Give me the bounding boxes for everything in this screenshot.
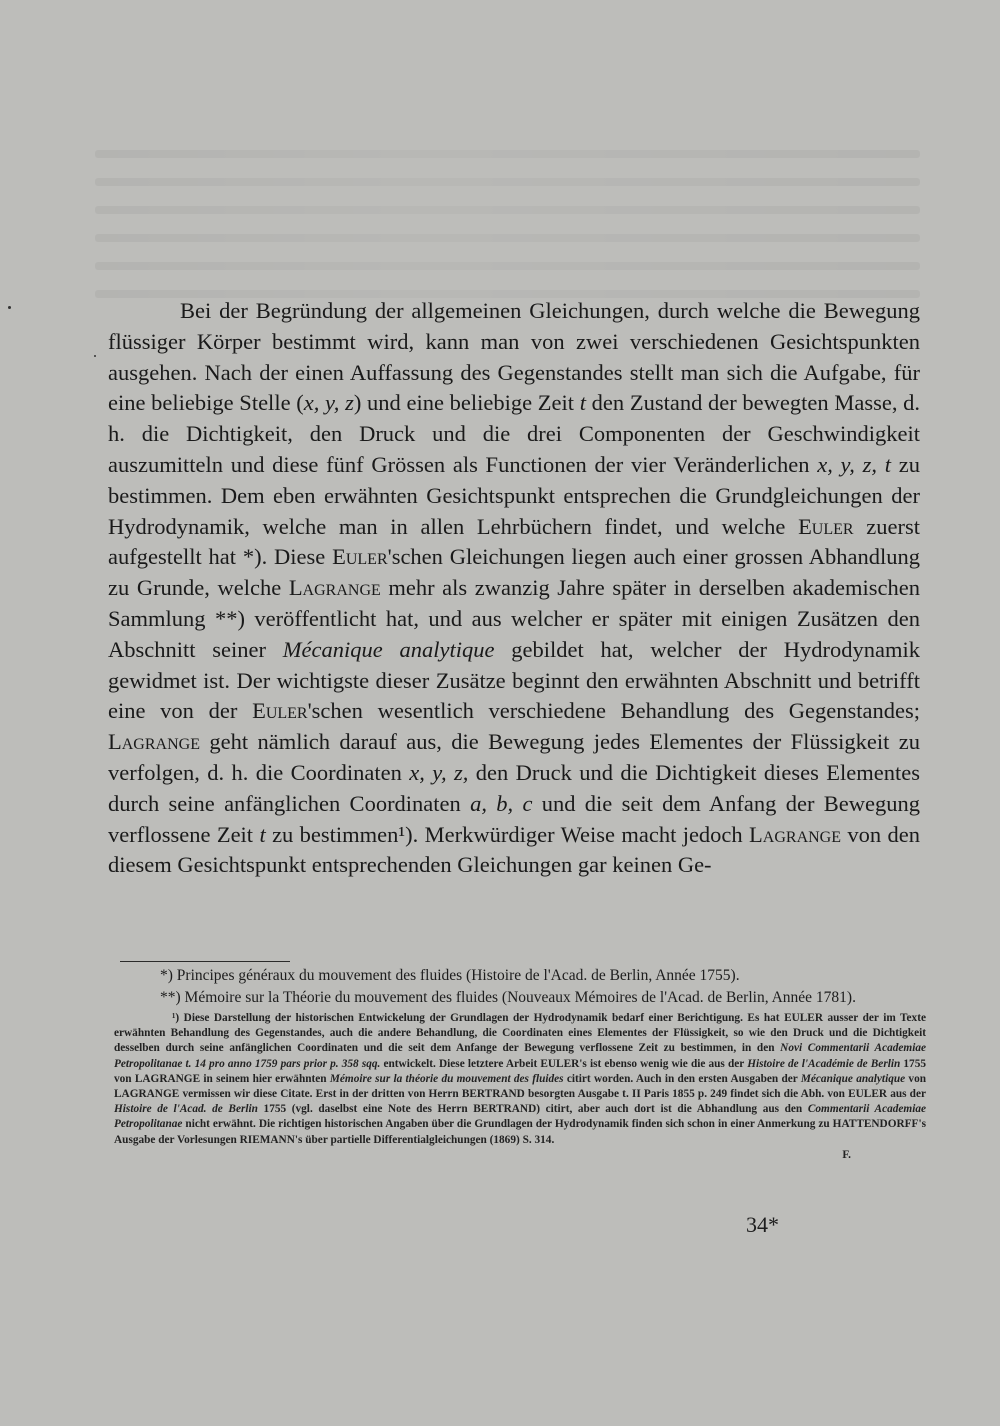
footnotes	[114, 965, 926, 1163]
citation-title: Mécanique analytique	[800, 1072, 906, 1085]
citation-title: Histoire de l'Académie de Berlin	[747, 1057, 901, 1070]
text-run: 'schen Gleichungen liegen auch einer grossen Abhandlung zu Grunde, welche	[108, 544, 920, 601]
text-run: den Zustand der bewegten Masse, d. h. die Dichtigkeit, den Druck und die drei Componenten der Geschwindigkeit auszumitteln und diese fünf Grössen als Functionen der vier Veränderlichen	[108, 390, 921, 477]
text-run: 1755 von LAGRANGE in seinem hier erwähnten	[114, 1057, 927, 1085]
author-name: Lagrange	[108, 729, 200, 755]
text-run: ¹) Diese Darstellung der historischen Entwickelung der Grundlagen der Hydrodynamik bedarf einer Berichtigung. Es hat EULER ausser der im Texte erwähnten Behandlung des Gegenstandes, auch die andere Behandlung, die Coordinaten eines Elementes der Flüssigkeit, so wie den Druck und die Dichtigkeit desselben durch seine anfänglichen Coordinaten und die seit dem Anfange der Bewegung verflossene Zeit zu bestimmen, in den	[114, 1012, 926, 1055]
math-variables: x, y, z, t	[817, 451, 892, 477]
print-speck	[8, 306, 11, 309]
text-run: zuerst aufgestellt hat *). Diese	[108, 513, 920, 570]
author-name: Lagrange	[749, 821, 842, 847]
text-run: 'schen wesentlich verschiedene Behandlung des Gegenstandes;	[307, 698, 920, 724]
footnote-3	[114, 1011, 926, 1163]
author-name: Euler	[332, 544, 388, 570]
math-variables: a, b, c	[470, 790, 533, 816]
body-paragraph	[108, 296, 920, 881]
text-run: den Druck und die Dichtigkeit dieses Elementes durch seine anfänglichen Coordinaten	[108, 759, 920, 816]
text-run: 1755 (vgl. daselbst eine Note des Herrn BERTRAND) citirt, aber auch dort ist die Abhandlung aus den	[257, 1103, 808, 1116]
text-run: geht nämlich darauf aus, die Bewegung jedes Elementes der Flüssigkeit zu verfolgen, d. h. die Coordinaten	[108, 729, 920, 785]
text-run: Bei der Begründung der allgemeinen Gleichungen, durch welche die Bewegung flüssiger Körper bestimmt wird, kann man von zwei verschiedenen Gesichtspunkten ausgehen. Nach der einen Auffassung des Gegenstandes stellt man sich die Aufgabe, für eine beliebige Stelle (	[108, 298, 920, 416]
citation-title: Commentarii Academiae Petropolitanae	[114, 1103, 927, 1131]
main-body-text	[108, 296, 920, 881]
math-variables: x, y, z	[303, 390, 354, 416]
citation-title: Mémoire sur la théorie du mouvement des fluides	[329, 1072, 564, 1085]
citation-title: Novi Commentarii Academiae Petropolitanae t. 14 pro anno 1759 pars prior p. 358 sqq.	[114, 1042, 926, 1070]
book-title: Mécanique analytique	[282, 636, 495, 662]
citation-title: Histoire de l'Acad. de Berlin	[114, 1103, 258, 1116]
footnote-list	[114, 965, 926, 1009]
math-variable: t	[579, 390, 586, 416]
text-run: nicht erwähnt. Die richtigen historischen Angaben über die Grundlagen der Hydrodynamik finden sich schon in einer Anmerkung zu HATTENDORFF's Ausgabe der Vorlesungen RIEMANN's über partielle Differentialgleichungen (1869) S. 314.	[114, 1118, 926, 1146]
footnote-1: *) Principes généraux du mouvement des fluides (Histoire de l'Acad. de Berlin, Année 1755).	[160, 967, 740, 984]
footnote-separator	[120, 961, 290, 962]
text-run: zu bestimmen¹). Merkwürdiger Weise macht jedoch	[265, 821, 750, 847]
author-name: Euler	[252, 698, 308, 724]
print-speck	[94, 355, 96, 357]
bleed-through-text	[95, 130, 920, 310]
footnote-2: **) Mémoire sur la Théorie du mouvement des fluides (Nouveaux Mémoires de l'Acad. de Berlin, Année 1781).	[160, 989, 856, 1006]
footnote-signature: F.	[842, 1148, 851, 1161]
page-number: 34*	[746, 1212, 779, 1237]
author-name: Euler	[798, 513, 854, 539]
text-run: von den diesem Gesichtspunkt entsprechenden Gleichungen gar keinen Ge-	[108, 821, 920, 878]
author-name: Lagrange	[288, 575, 381, 601]
text-run: gebildet hat, welcher der Hydrodynamik gewidmet ist. Der wichtigste dieser Zusätze beginnt den erwähnten Abschnitt und betrifft eine von der	[108, 636, 921, 724]
text-run: entwickelt. Diese letztere Arbeit EULER's ist ebenso wenig wie die aus der	[380, 1057, 748, 1070]
text-run: von LAGRANGE vermissen wir diese Citate. Erst in der dritten von Herrn BERTRAND besorgten Ausgabe t. II Paris 1855 p. 249 findet sich die Abh. von EULER aus der	[114, 1072, 927, 1101]
math-variable: t	[259, 821, 266, 847]
math-variables: x, y, z,	[409, 759, 469, 785]
text-run: mehr als zwanzig Jahre später in derselben akademischen Sammlung **) veröffentlicht hat, und aus welcher er später mit einigen Zusätzen den Abschnitt seiner	[108, 575, 920, 662]
text-run: ) und eine beliebige Zeit	[353, 390, 580, 416]
text-run: citirt worden. Auch in den ersten Ausgaben der	[563, 1072, 801, 1085]
footnote-3-text	[114, 1011, 926, 1148]
text-run: zu bestimmen. Dem eben erwähnten Gesichtspunkt entsprechen die Grundgleichungen der Hydrodynamik, welche man in allen Lehrbüchern findet, und welche	[108, 451, 920, 539]
text-run: und die seit dem Anfang der Bewegung verflossene Zeit	[108, 790, 920, 847]
